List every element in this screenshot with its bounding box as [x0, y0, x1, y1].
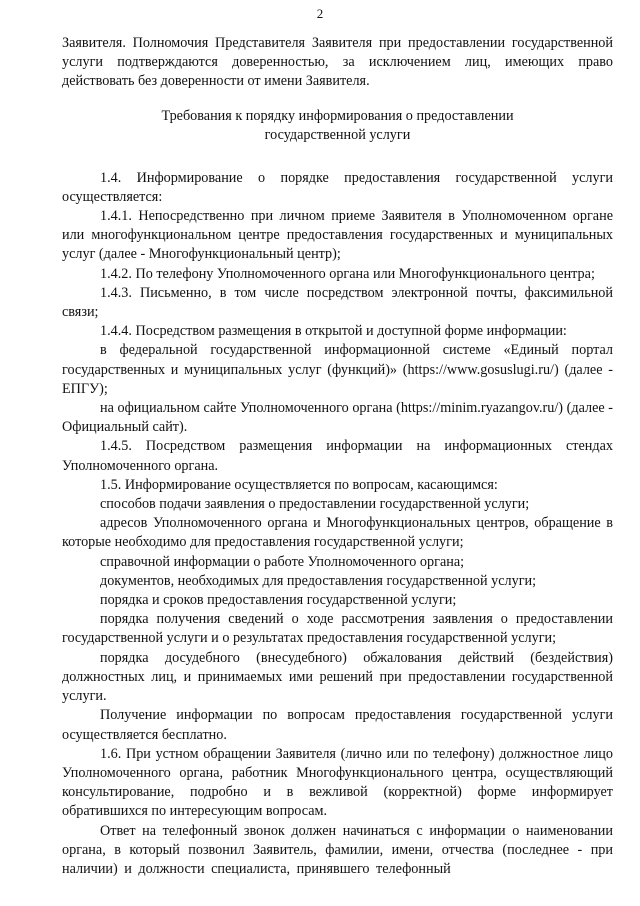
section-heading-line-2: государственной услуги [264, 126, 411, 143]
paragraph-1-4-5: 1.4.5. Посредством размещения информации на информационных стендах Уполномоченного органа. [62, 438, 613, 474]
list-item-terms: порядка и сроков предоставления государственной услуги; [100, 592, 457, 609]
paragraph-continuation: Заявителя. Полномочия Представителя Заявителя при предоставлении государственной услуги подтверждаются доверенностью, за исключением лиц, имеющих право действовать без доверенности от имени Заявителя. [62, 35, 613, 90]
paragraph-1-4-4: 1.4.4. Посредством размещения в открытой и доступной форме информации: [100, 323, 567, 340]
paragraph-1-5: 1.5. Информирование осуществляется по вопросам, касающимся: [100, 476, 498, 493]
list-item-appeal: порядка досудебного (внесудебного) обжалования действий (бездействия) должностных лиц, и принимаемых ими решений при предоставлении государственной услуги. [62, 649, 613, 705]
paragraph-epgu: в федеральной государственной информационной системе «Единый портал государственных и муниципальных услуг (функций)» (https://www.gosuslugi.ru/) (далее - ЕПГУ); [62, 342, 613, 397]
document-body [62, 34, 613, 879]
list-item-progress: порядка получения сведений о ходе рассмотрения заявления о предоставлении государственной услуги и о результатах предоставления государственной услуги; [62, 611, 613, 647]
list-item-documents: документов, необходимых для предоставления государственной услуги; [100, 572, 537, 589]
paragraph-official-site: на официальном сайте Уполномоченного органа (https://minim.ryazangov.ru/) (далее - Официальный сайт). [62, 400, 613, 436]
section-heading-line-1: Требования к порядку информирования о предоставлении [161, 107, 514, 124]
paragraph-1-4-1: 1.4.1. Непосредственно при личном приеме Заявителя в Уполномоченном органе или многофункциональном центре предоставления государственных и муниципальных услуг (далее - Многофункциональный центр); [62, 208, 613, 263]
paragraph-1-4-3: 1.4.3. Письменно, в том числе посредством электронной почты, факсимильной связи; [62, 284, 613, 321]
list-item-addresses: адресов Уполномоченного органа и Многофункциональных центров, обращение в которые необходимо для предоставления государственной услуги; [62, 515, 613, 551]
paragraph-1-4: 1.4. Информирование о порядке предоставления государственной услуги осуществляется: [62, 169, 613, 205]
page-number: 2 [316, 6, 324, 21]
paragraph-1-4-2: 1.4.2. По телефону Уполномоченного органа или Многофункционального центра; [100, 265, 595, 282]
section-heading [62, 107, 613, 145]
paragraph-phone-answer: Ответ на телефонный звонок должен начинаться с информации о наименовании органа, в который позвонил Заявитель, фамилии, имени, отчества (последнее - при наличии) и должности специалиста, принявшего телефонный [62, 822, 613, 877]
paragraph-1-6: 1.6. При устном обращении Заявителя (лично или по телефону) должностное лицо Уполномоченного органа, работник Многофункционального центра, осуществляющий консультирование, подробно и в вежливой (корректной) форме информирует обратившихся по интересующим вопросам. [62, 745, 613, 820]
list-item-submission: способов подачи заявления о предоставлении государственной услуги; [100, 496, 530, 513]
paragraph-free-info: Получение информации по вопросам предоставления государственной услуги осуществляется бесплатно. [62, 707, 613, 743]
list-item-reference-info: справочной информации о работе Уполномоченного органа; [100, 553, 465, 570]
